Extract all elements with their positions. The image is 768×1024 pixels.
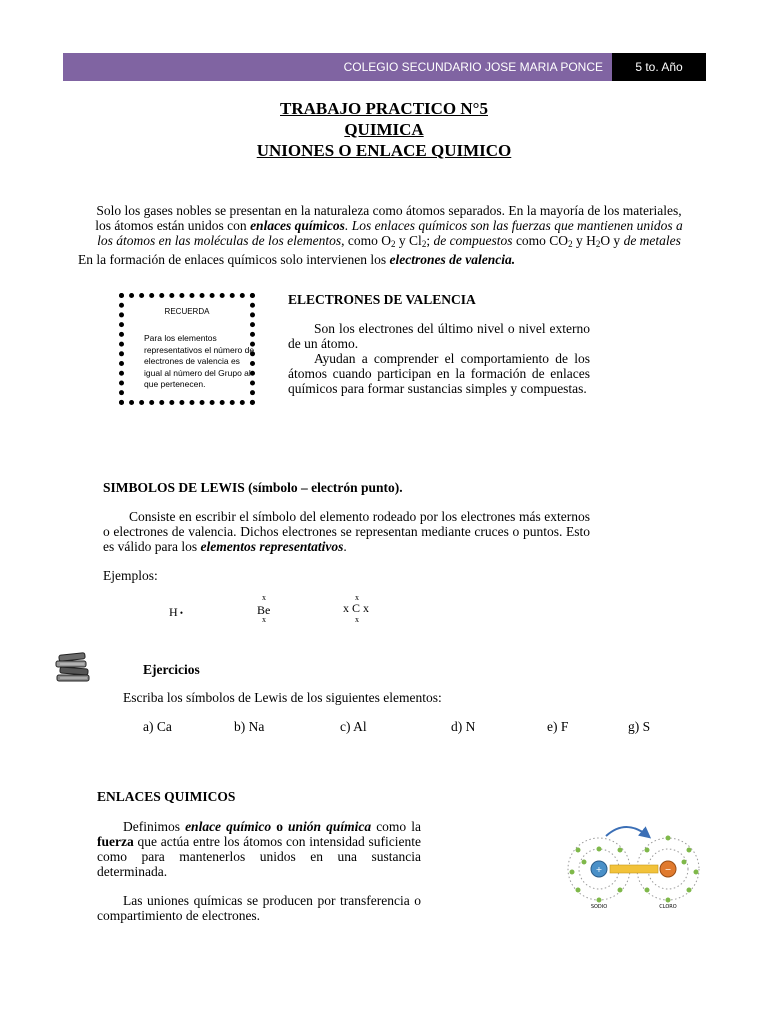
school-name: COLEGIO SECUNDARIO JOSE MARIA PONCE	[63, 53, 612, 81]
lewis-c-bottom-electron: x	[355, 615, 359, 624]
recuerda-title: RECUERDA	[164, 307, 210, 316]
exercise-item-d: d) N	[451, 719, 476, 734]
ejercicios-heading: Ejercicios	[143, 662, 200, 677]
intro-line-3: los átomos en las moléculas de los elementos, como $O_2$ y $Cl_2$; de compuestos como $CO_2$ y $H_2O$ y de metales	[97, 233, 681, 249]
enlaces-heading: ENLACES QUIMICOS	[97, 789, 236, 804]
title-trabajo: TRABAJO PRACTICO N°5	[280, 99, 488, 118]
chlorine-label: CLORO	[659, 904, 677, 910]
header-bar	[63, 53, 706, 81]
lewis-c-top-electron: x	[355, 593, 359, 602]
valencia-heading: ELECTRONES DE VALENCIA	[288, 292, 476, 307]
valencia-p1: Son los electrones del último nivel o nivel externo de un átomo.	[288, 321, 590, 351]
lewis-paragraph: Consiste en escribir el símbolo del elemento rodeado por los electrones más externos o electrones de valencia. Dichos electrones se representan mediante cruces o puntos. Esto es válido para los elementos representativos.	[103, 509, 590, 554]
enlaces-p2: Las uniones químicas se producen por transferencia o compartimiento de electrones.	[97, 893, 421, 923]
lewis-heading: SIMBOLOS DE LEWIS (símbolo – electrón punto).	[103, 480, 403, 495]
books-icon	[54, 651, 92, 683]
svg-text:−: −	[664, 865, 672, 874]
intro-line-4: En la formación de enlaces químicos solo intervienen los electrones de valencia.	[78, 252, 516, 267]
sodium-label: SODIO	[590, 904, 608, 910]
school-year: 5 to. Año	[612, 53, 706, 81]
lewis-be: Be	[257, 603, 271, 617]
intro-line-1: Solo los gases nobles se presentan en la naturaleza como átomos separados. En la mayoría de los materiales,	[96, 203, 682, 218]
title-quimica: QUIMICA	[344, 120, 424, 139]
ejercicios-instruction: Escriba los símbolos de Lewis de los siguientes elementos:	[123, 690, 442, 705]
recuerda-body: Para los elementos representativos el número de electrones de valencia es igual al número del Grupo al que pertenecen.	[144, 333, 255, 389]
enlaces-p1: Definimos enlace químico o unión química como la fuerza que actúa entre los átomos con intensidad suficiente como para mantenerlos unidos en una sustancia determinada.	[97, 819, 421, 879]
lewis-be-top-electron: x	[262, 593, 266, 602]
intro-paragraph	[78, 203, 700, 267]
lewis-c: x C x	[343, 601, 370, 615]
intro-line-2: los átomos están unidos con enlaces químicos. Los enlaces químicos son las fuerzas que mantienen unidos a	[95, 218, 683, 233]
examples-label: Ejemplos:	[103, 568, 158, 583]
svg-text:+: +	[595, 865, 603, 874]
title-uniones: UNIONES O ENLACE QUIMICO	[256, 141, 512, 160]
exercise-item-a: a) Ca	[143, 719, 172, 734]
ionic-bond-diagram	[564, 822, 706, 912]
exercise-item-g: g) S	[628, 719, 651, 734]
exercise-item-b: b) Na	[234, 719, 265, 734]
exercise-item-e: e) F	[547, 719, 569, 734]
valencia-p2: Ayudan a comprender el comportamiento de los átomos cuando participan en la formación de enlaces químicos para formar sustancias simples y compuestas.	[288, 351, 590, 396]
exercise-item-c: c) Al	[340, 719, 367, 734]
lewis-h: H •	[169, 605, 184, 619]
lewis-be-bottom-electron: x	[262, 615, 266, 624]
recuerda-box	[119, 293, 255, 405]
